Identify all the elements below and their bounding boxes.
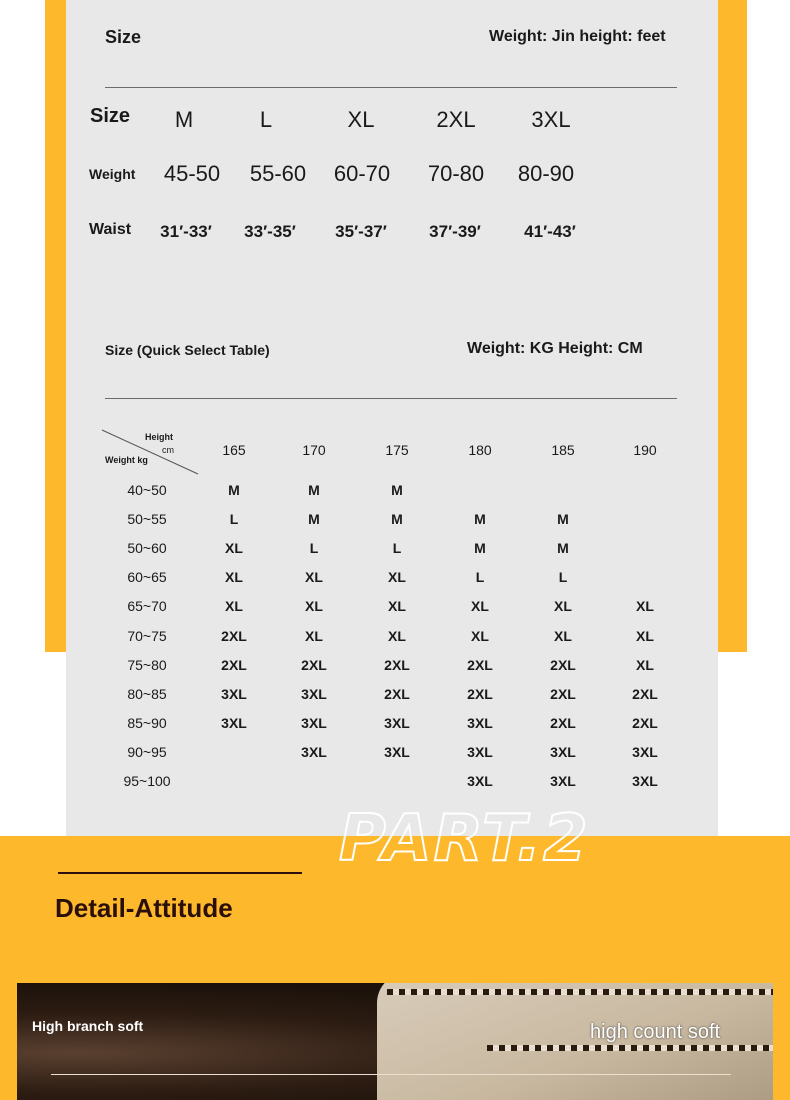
corner-cm-label: cm xyxy=(162,445,174,455)
yellow-strip-right xyxy=(716,0,747,652)
size-cell: L xyxy=(309,540,319,556)
size-cell: L xyxy=(558,569,568,585)
size-cell: M xyxy=(308,511,320,527)
size-cell: XL xyxy=(225,540,243,556)
size-cell: XL xyxy=(225,569,243,585)
weight-range-label: 60~65 xyxy=(127,569,167,585)
height-165: 165 xyxy=(222,442,246,458)
size-cell: XL xyxy=(305,598,323,614)
size-3xl: 3XL xyxy=(531,107,571,132)
size-cell: M xyxy=(557,540,569,556)
height-190: 190 xyxy=(633,442,657,458)
size-cell: XL xyxy=(388,628,406,644)
size-cell: XL xyxy=(554,628,572,644)
size-cell: L xyxy=(392,540,402,556)
waist-2xl: 37′-39′ xyxy=(429,222,481,241)
size-cell: M xyxy=(474,540,486,556)
size-xl: XL xyxy=(347,107,375,132)
size-cell: 3XL xyxy=(384,744,410,760)
size-cell: 3XL xyxy=(467,715,493,731)
size-cell: 2XL xyxy=(467,686,493,702)
weight-range-label: 50~55 xyxy=(127,511,167,527)
part2-text: PART.2 xyxy=(339,802,590,870)
size-cell: 2XL xyxy=(221,657,247,673)
fabric-photo xyxy=(17,983,773,1100)
size-cell: M xyxy=(391,482,403,498)
size-cell: XL xyxy=(225,598,243,614)
weight-range-label: 80~85 xyxy=(127,686,167,702)
size-cell: XL xyxy=(388,569,406,585)
size-cell: XL xyxy=(305,569,323,585)
size-cell: 2XL xyxy=(632,686,658,702)
size-cell: 2XL xyxy=(550,686,576,702)
weight-2xl: 70-80 xyxy=(427,161,485,186)
section1-divider xyxy=(105,87,677,88)
size-l: L xyxy=(259,107,273,132)
size-cell: XL xyxy=(305,628,323,644)
size-cell: 3XL xyxy=(301,744,327,760)
weight-range-label: 85~90 xyxy=(127,715,167,731)
size-cell: 3XL xyxy=(632,744,658,760)
part2-badge xyxy=(335,800,695,870)
weight-xl: 60-70 xyxy=(333,161,391,186)
photo-divider xyxy=(51,1074,731,1075)
weight-3xl: 80-90 xyxy=(517,161,575,186)
section2-title: Size (Quick Select Table) xyxy=(105,342,270,358)
weight-range-label: 50~60 xyxy=(127,540,167,556)
size-cell: XL xyxy=(388,598,406,614)
section1-units: Weight: Jin height: feet xyxy=(489,28,666,45)
size-cell: XL xyxy=(471,628,489,644)
size-cell: M xyxy=(228,482,240,498)
waist-m: 31′-33′ xyxy=(160,222,212,241)
stitch-top xyxy=(387,989,773,995)
size-cell: 3XL xyxy=(467,773,493,789)
size-cell: L xyxy=(229,511,239,527)
waist-xl: 35′-37′ xyxy=(335,222,387,241)
size-cell: L xyxy=(475,569,485,585)
size-cell: XL xyxy=(554,598,572,614)
photo-label-right: high count soft xyxy=(590,1021,721,1043)
section2-divider xyxy=(105,398,677,399)
size-cell: XL xyxy=(636,598,654,614)
height-185: 185 xyxy=(551,442,575,458)
size-cell: 3XL xyxy=(550,744,576,760)
size-cell: XL xyxy=(471,598,489,614)
size-2xl: 2XL xyxy=(436,107,476,132)
size-cell: 3XL xyxy=(384,715,410,731)
weight-l: 55-60 xyxy=(249,161,307,186)
height-180: 180 xyxy=(468,442,492,458)
size-cell: XL xyxy=(636,657,654,673)
size-cell: M xyxy=(391,511,403,527)
size-row-label: Size xyxy=(90,105,131,127)
size-cell: 3XL xyxy=(221,686,247,702)
size-cell: 3XL xyxy=(632,773,658,789)
photo-label-left: High branch soft xyxy=(32,1018,144,1034)
size-cell: 3XL xyxy=(550,773,576,789)
weight-range-label: 95~100 xyxy=(123,773,171,789)
corner-height-label: Height xyxy=(145,432,173,442)
weight-range-label: 65~70 xyxy=(127,598,167,614)
weight-row-label: Weight xyxy=(89,166,136,182)
height-175: 175 xyxy=(385,442,409,458)
height-170: 170 xyxy=(302,442,326,458)
section2-units: Weight: KG Height: CM xyxy=(467,340,643,357)
detail-title: Detail-Attitude xyxy=(55,893,233,923)
size-cell: 3XL xyxy=(301,686,327,702)
size-m: M xyxy=(174,107,194,132)
size-cell: 2XL xyxy=(550,657,576,673)
size-cell: 2XL xyxy=(467,657,493,673)
size-cell: 2XL xyxy=(301,657,327,673)
size-cell: M xyxy=(474,511,486,527)
weight-range-label: 75~80 xyxy=(127,657,167,673)
weight-range-label: 90~95 xyxy=(127,744,167,760)
size-cell: 3XL xyxy=(301,715,327,731)
size-cell: 3XL xyxy=(221,715,247,731)
size-chart-card xyxy=(66,0,718,836)
size-cell: 3XL xyxy=(467,744,493,760)
size-cell: M xyxy=(557,511,569,527)
size-cell: 2XL xyxy=(550,715,576,731)
weight-range-label: 40~50 xyxy=(127,482,167,498)
weight-m: 45-50 xyxy=(163,161,221,186)
waist-3xl: 41′-43′ xyxy=(524,222,576,241)
size-cell: M xyxy=(308,482,320,498)
size-cell: XL xyxy=(636,628,654,644)
section1-title: Size xyxy=(105,27,142,47)
detail-divider xyxy=(58,872,302,874)
corner-weight-label: Weight kg xyxy=(105,455,148,465)
waist-l: 33′-35′ xyxy=(244,222,296,241)
stitch-bottom xyxy=(487,1045,773,1051)
size-cell: 2XL xyxy=(384,657,410,673)
waist-row-label: Waist xyxy=(89,221,132,238)
size-cell: 2XL xyxy=(384,686,410,702)
weight-range-label: 70~75 xyxy=(127,628,167,644)
size-cell: 2XL xyxy=(221,628,247,644)
size-cell: 2XL xyxy=(632,715,658,731)
